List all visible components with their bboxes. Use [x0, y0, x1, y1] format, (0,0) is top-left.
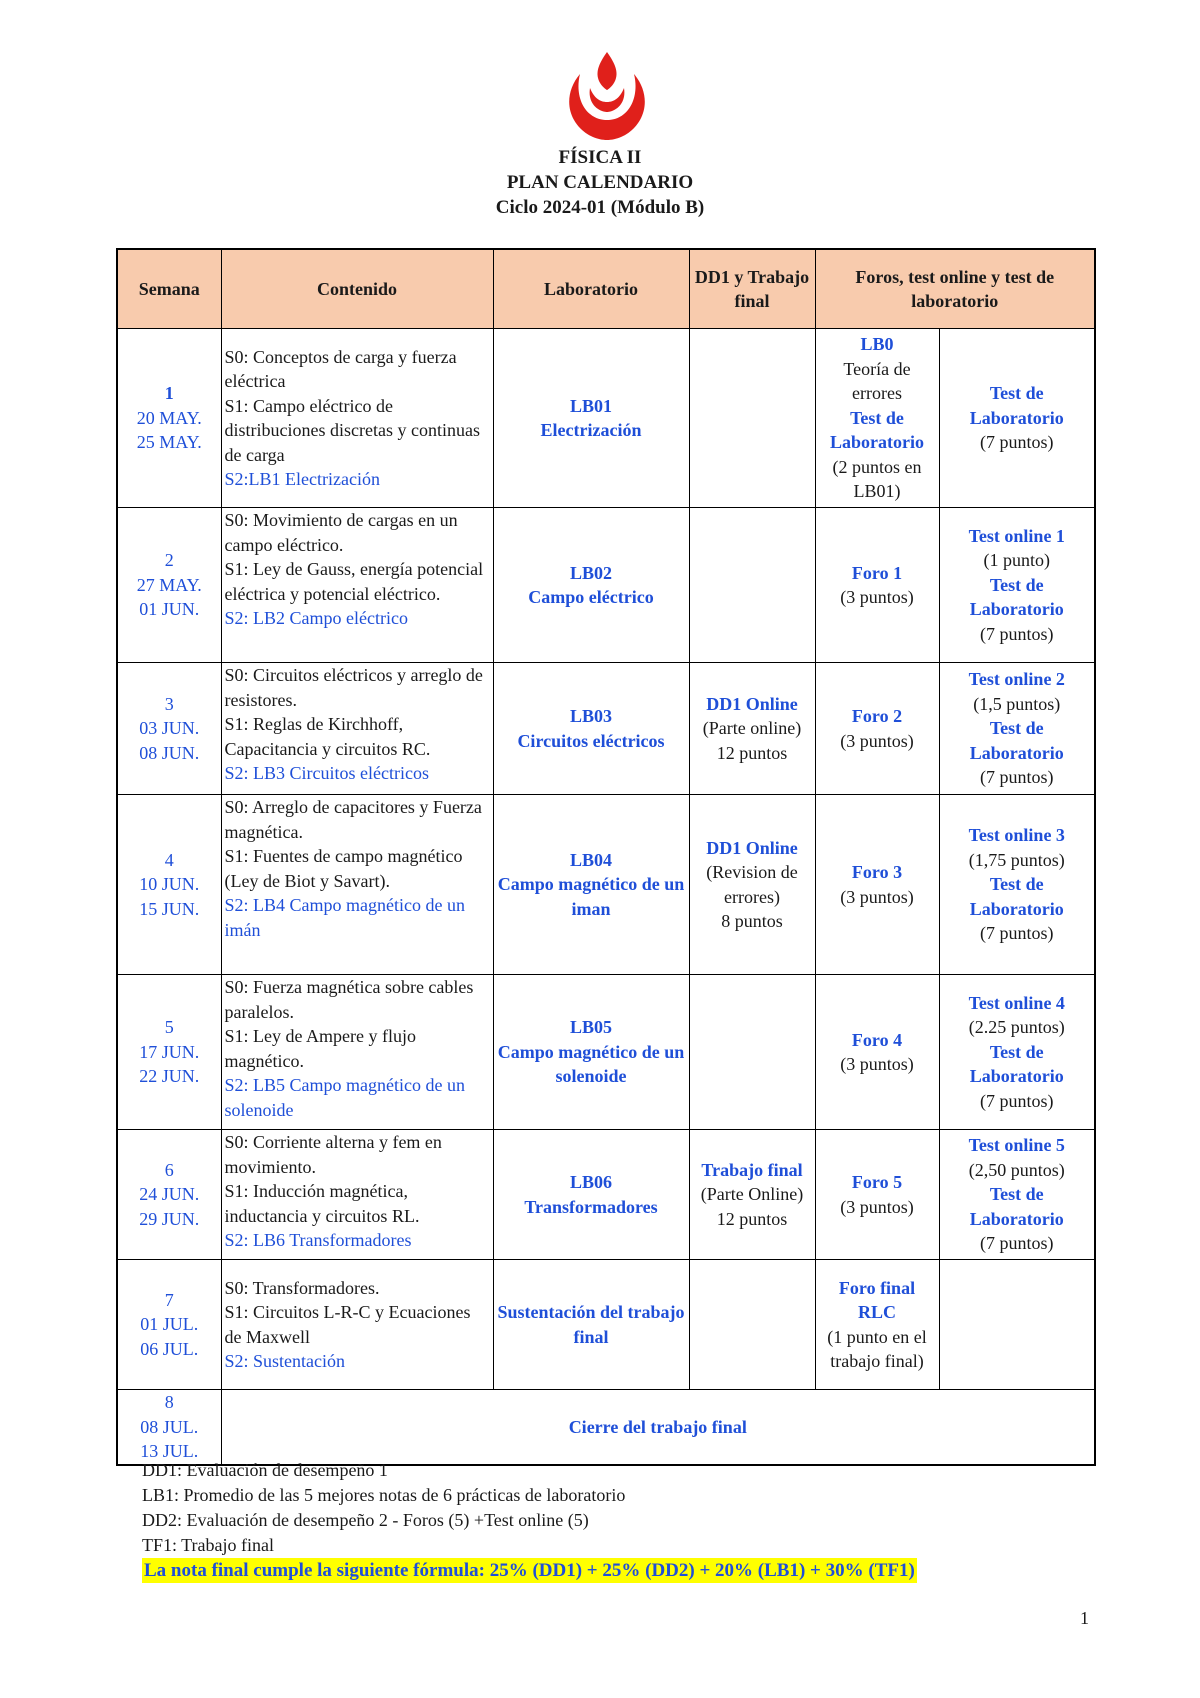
week-start: 01 JUL. — [140, 1314, 199, 1335]
week-cell — [117, 1260, 221, 1390]
lab-name: Sustentación del trabajo final — [497, 1302, 685, 1347]
lab-test-title: Test de Laboratorio — [969, 383, 1064, 428]
foro-title: Foro 2 — [851, 706, 903, 726]
lab-test-points: (7 puntos) — [980, 432, 1054, 453]
dd-cell — [689, 975, 815, 1130]
content-s0: S0: Transformadores. — [224, 1277, 380, 1298]
course-title: FÍSICA II — [558, 147, 642, 168]
content-s1: S1: Campo eléctrico de distribuciones discretas y continuas de carga — [224, 395, 480, 465]
lab-test-title: Test de Laboratorio — [969, 718, 1064, 763]
content-s2: S2:LB1 Electrización — [224, 469, 380, 489]
table-row — [117, 508, 1095, 663]
week-number: 3 — [164, 693, 174, 714]
test-points: (2.25 puntos) — [968, 1017, 1065, 1038]
content-cell — [221, 795, 493, 975]
test-cell — [939, 795, 1095, 975]
week-start: 03 JUN. — [139, 718, 200, 739]
content-s1: S1: Circuitos L-R-C y Ecuaciones de Maxwell — [224, 1302, 471, 1347]
content-s1: S1: Ley de Ampere y flujo magnético. — [224, 1026, 416, 1071]
table-row — [117, 1390, 1095, 1465]
dd-points: 8 puntos — [721, 911, 783, 931]
lab-test-title: Test de Laboratorio — [969, 574, 1064, 620]
week-start: 08 JUL. — [140, 1416, 199, 1437]
week-cell — [117, 795, 221, 975]
lab-cell — [493, 329, 689, 508]
lab-code: LB04 — [569, 849, 612, 870]
week-number: 1 — [164, 383, 174, 404]
week-cell — [117, 329, 221, 508]
week-end: 01 JUN. — [139, 599, 200, 620]
week-number: 2 — [164, 550, 174, 571]
week-end: 08 JUN. — [139, 742, 200, 763]
table-row — [117, 1260, 1095, 1390]
content-s0: S0: Movimiento de cargas en un campo eléctrico. — [224, 510, 458, 555]
dd-cell — [689, 1260, 815, 1390]
final-grade-formula: La nota final cumple la siguiente fórmula: 25% (DD1) + 25% (DD2) + 20% (LB1) + 30% (TF1) — [144, 1560, 915, 1581]
lab-code: LB01 — [569, 395, 612, 416]
week-end: 29 JUN. — [139, 1208, 200, 1229]
lab-test-points: (7 puntos) — [980, 923, 1054, 944]
content-cell — [221, 508, 493, 663]
week-cell — [117, 508, 221, 663]
dd-cell — [689, 663, 815, 795]
closing-text: Cierre del trabajo final — [221, 1390, 1095, 1465]
content-s0: S0: Corriente alterna y fem en movimiento. — [224, 1132, 442, 1177]
lab-cell — [493, 1130, 689, 1260]
week-start: 20 MAY. — [136, 407, 202, 428]
table-row — [117, 663, 1095, 795]
column-header-semana: Semana — [117, 249, 221, 329]
foro-points: (3 puntos) — [840, 1196, 914, 1217]
foro-title: Foro final RLC — [838, 1277, 916, 1322]
page-number: 1 — [1080, 1608, 1089, 1628]
test-points: (1,75 puntos) — [968, 849, 1065, 870]
column-header-dd1: DD1 y Trabajo final — [689, 249, 815, 329]
lab-name: Transformadores — [524, 1196, 658, 1217]
week-cell — [117, 663, 221, 795]
test-cell — [939, 329, 1095, 508]
dd-cell — [689, 508, 815, 663]
note-lb1: LB1: Promedio de las 5 mejores notas de 6 prácticas de laboratorio — [142, 1485, 626, 1505]
dd-cell — [689, 329, 815, 508]
foro-cell — [815, 1260, 939, 1390]
note-dd1: DD1: Evaluación de desempeño 1 — [142, 1460, 388, 1480]
column-header-laboratorio: Laboratorio — [493, 249, 689, 329]
dd-cell — [689, 795, 815, 975]
lab-cell — [493, 1260, 689, 1390]
content-s2: S2: LB2 Campo eléctrico — [224, 608, 408, 628]
foro-extra-title: Test de Laboratorio — [830, 407, 924, 453]
foro-cell — [815, 795, 939, 975]
dd-title: Trabajo final — [701, 1159, 803, 1180]
week-number: 7 — [164, 1289, 174, 1310]
week-start: 27 MAY. — [136, 574, 202, 595]
foro-points: (2 puntos en LB01) — [832, 456, 922, 502]
content-s1: S1: Fuentes de campo magnético (Ley de Biot y Savart). — [224, 846, 463, 891]
week-end: 25 MAY. — [136, 432, 202, 453]
week-end: 15 JUN. — [139, 898, 200, 919]
lab-cell — [493, 795, 689, 975]
foro-cell — [815, 663, 939, 795]
week-cell — [117, 1130, 221, 1260]
dd-points: 12 puntos — [716, 742, 788, 763]
foro-points: (3 puntos) — [840, 587, 914, 607]
week-start: 10 JUN. — [139, 874, 200, 895]
week-end: 06 JUL. — [140, 1338, 199, 1359]
test-points: (1 punto) — [983, 550, 1050, 571]
content-s0: S0: Circuitos eléctricos y arreglo de resistores. — [224, 665, 483, 710]
content-s2: S2: LB3 Circuitos eléctricos — [224, 763, 429, 783]
table-row — [117, 795, 1095, 975]
test-title: Test online 5 — [968, 1135, 1065, 1156]
lab-name: Campo magnético de un solenoide — [497, 1041, 685, 1087]
table-row — [117, 329, 1095, 508]
column-header-contenido: Contenido — [221, 249, 493, 329]
dd-desc: (Parte online) — [702, 718, 802, 739]
content-cell — [221, 1260, 493, 1390]
week-number: 4 — [164, 849, 174, 870]
test-title: Test online 3 — [968, 825, 1065, 846]
content-s0: S0: Fuerza magnética sobre cables paralelos. — [224, 977, 474, 1022]
lab-cell — [493, 975, 689, 1130]
foro-title: LB0 — [860, 334, 894, 355]
dd-cell — [689, 1130, 815, 1260]
dd-desc: (Revision de errores) — [706, 862, 798, 907]
test-cell — [939, 508, 1095, 663]
lab-test-points: (7 puntos) — [980, 1090, 1054, 1111]
week-number: 5 — [164, 1017, 174, 1038]
foro-cell — [815, 975, 939, 1130]
test-points: (2,50 puntos) — [968, 1159, 1065, 1180]
lab-name: Campo eléctrico — [528, 587, 654, 607]
content-cell — [221, 663, 493, 795]
test-cell — [939, 663, 1095, 795]
notes-section — [142, 1458, 917, 1583]
dd-points: 12 puntos — [716, 1208, 788, 1229]
test-points: (1,5 puntos) — [973, 693, 1061, 714]
lab-name: Campo magnético de un iman — [497, 874, 685, 919]
lab-name: Electrización — [540, 420, 642, 440]
lab-test-title: Test de Laboratorio — [969, 1041, 1064, 1087]
lab-code: LB06 — [569, 1172, 612, 1192]
week-start: 24 JUN. — [139, 1184, 200, 1205]
foro-cell — [815, 1130, 939, 1260]
content-s2: S2: Sustentación — [224, 1351, 345, 1371]
test-title: Test online 4 — [968, 992, 1065, 1013]
content-s1: S1: Ley de Gauss, energía potencial eléctrica y potencial eléctrico. — [224, 559, 484, 604]
content-s1: S1: Reglas de Kirchhoff, Capacitancia y circuitos RC. — [224, 714, 431, 759]
lab-code: LB03 — [569, 706, 612, 726]
plan-title: PLAN CALENDARIO — [506, 172, 694, 193]
week-number: 8 — [164, 1392, 174, 1412]
content-s0: S0: Arreglo de capacitores y Fuerza magnética. — [224, 797, 482, 842]
table-header-row — [117, 249, 1095, 329]
lab-name: Circuitos eléctricos — [517, 730, 665, 751]
lab-test-points: (7 puntos) — [980, 767, 1054, 788]
test-cell — [939, 1260, 1095, 1390]
foro-title: Foro 5 — [851, 1172, 903, 1192]
lab-test-title: Test de Laboratorio — [969, 874, 1064, 919]
foro-title: Foro 1 — [851, 562, 903, 583]
test-cell — [939, 975, 1095, 1130]
lab-cell — [493, 508, 689, 663]
content-cell — [221, 329, 493, 508]
week-cell — [117, 1390, 221, 1465]
foro-title: Foro 3 — [851, 862, 903, 882]
foro-cell — [815, 329, 939, 508]
calendar-table — [116, 248, 1096, 1466]
foro-desc: Teoría de errores — [843, 358, 911, 404]
content-s2: S2: LB5 Campo magnético de un solenoide — [224, 1075, 465, 1120]
dd-title: DD1 Online — [706, 693, 798, 714]
week-number: 6 — [164, 1159, 174, 1180]
week-start: 17 JUN. — [139, 1041, 200, 1062]
foro-cell — [815, 508, 939, 663]
content-s2: S2: LB4 Campo magnético de un imán — [224, 895, 465, 940]
week-cell — [117, 975, 221, 1130]
test-title: Test online 2 — [968, 669, 1065, 690]
test-cell — [939, 1130, 1095, 1260]
foro-points: (1 punto en el trabajo final) — [827, 1326, 927, 1371]
test-title: Test online 1 — [968, 525, 1065, 546]
university-flame-logo — [560, 48, 654, 144]
lab-cell — [493, 663, 689, 795]
foro-title: Foro 4 — [851, 1029, 903, 1050]
dd-desc: (Parte Online) — [700, 1184, 804, 1205]
table-row — [117, 975, 1095, 1130]
content-s2: S2: LB6 Transformadores — [224, 1230, 412, 1250]
foro-points: (3 puntos) — [840, 886, 914, 907]
table-row — [117, 1130, 1095, 1260]
content-s1: S1: Inducción magnética, inductancia y circuitos RL. — [224, 1181, 420, 1226]
lab-test-title: Test de Laboratorio — [969, 1184, 1064, 1229]
content-cell — [221, 975, 493, 1130]
week-end: 13 JUL. — [140, 1441, 199, 1461]
document-header — [0, 145, 1200, 220]
lab-test-points: (7 puntos) — [980, 623, 1054, 644]
foro-points: (3 puntos) — [840, 730, 914, 751]
note-tf1: TF1: Trabajo final — [142, 1535, 275, 1555]
lab-test-points: (7 puntos) — [980, 1233, 1054, 1254]
dd-title: DD1 Online — [706, 837, 798, 858]
week-end: 22 JUN. — [139, 1066, 200, 1087]
content-s0: S0: Conceptos de carga y fuerza eléctrica — [224, 346, 457, 391]
foro-points: (3 puntos) — [840, 1054, 914, 1074]
lab-code: LB05 — [569, 1017, 612, 1038]
content-cell — [221, 1130, 493, 1260]
note-dd2: DD2: Evaluación de desempeño 2 - Foros (5) +Test online (5) — [142, 1510, 589, 1530]
column-header-foros: Foros, test online y test de laboratorio — [815, 249, 1095, 329]
lab-code: LB02 — [569, 562, 612, 583]
cycle-title: Ciclo 2024-01 (Módulo B) — [495, 197, 705, 218]
